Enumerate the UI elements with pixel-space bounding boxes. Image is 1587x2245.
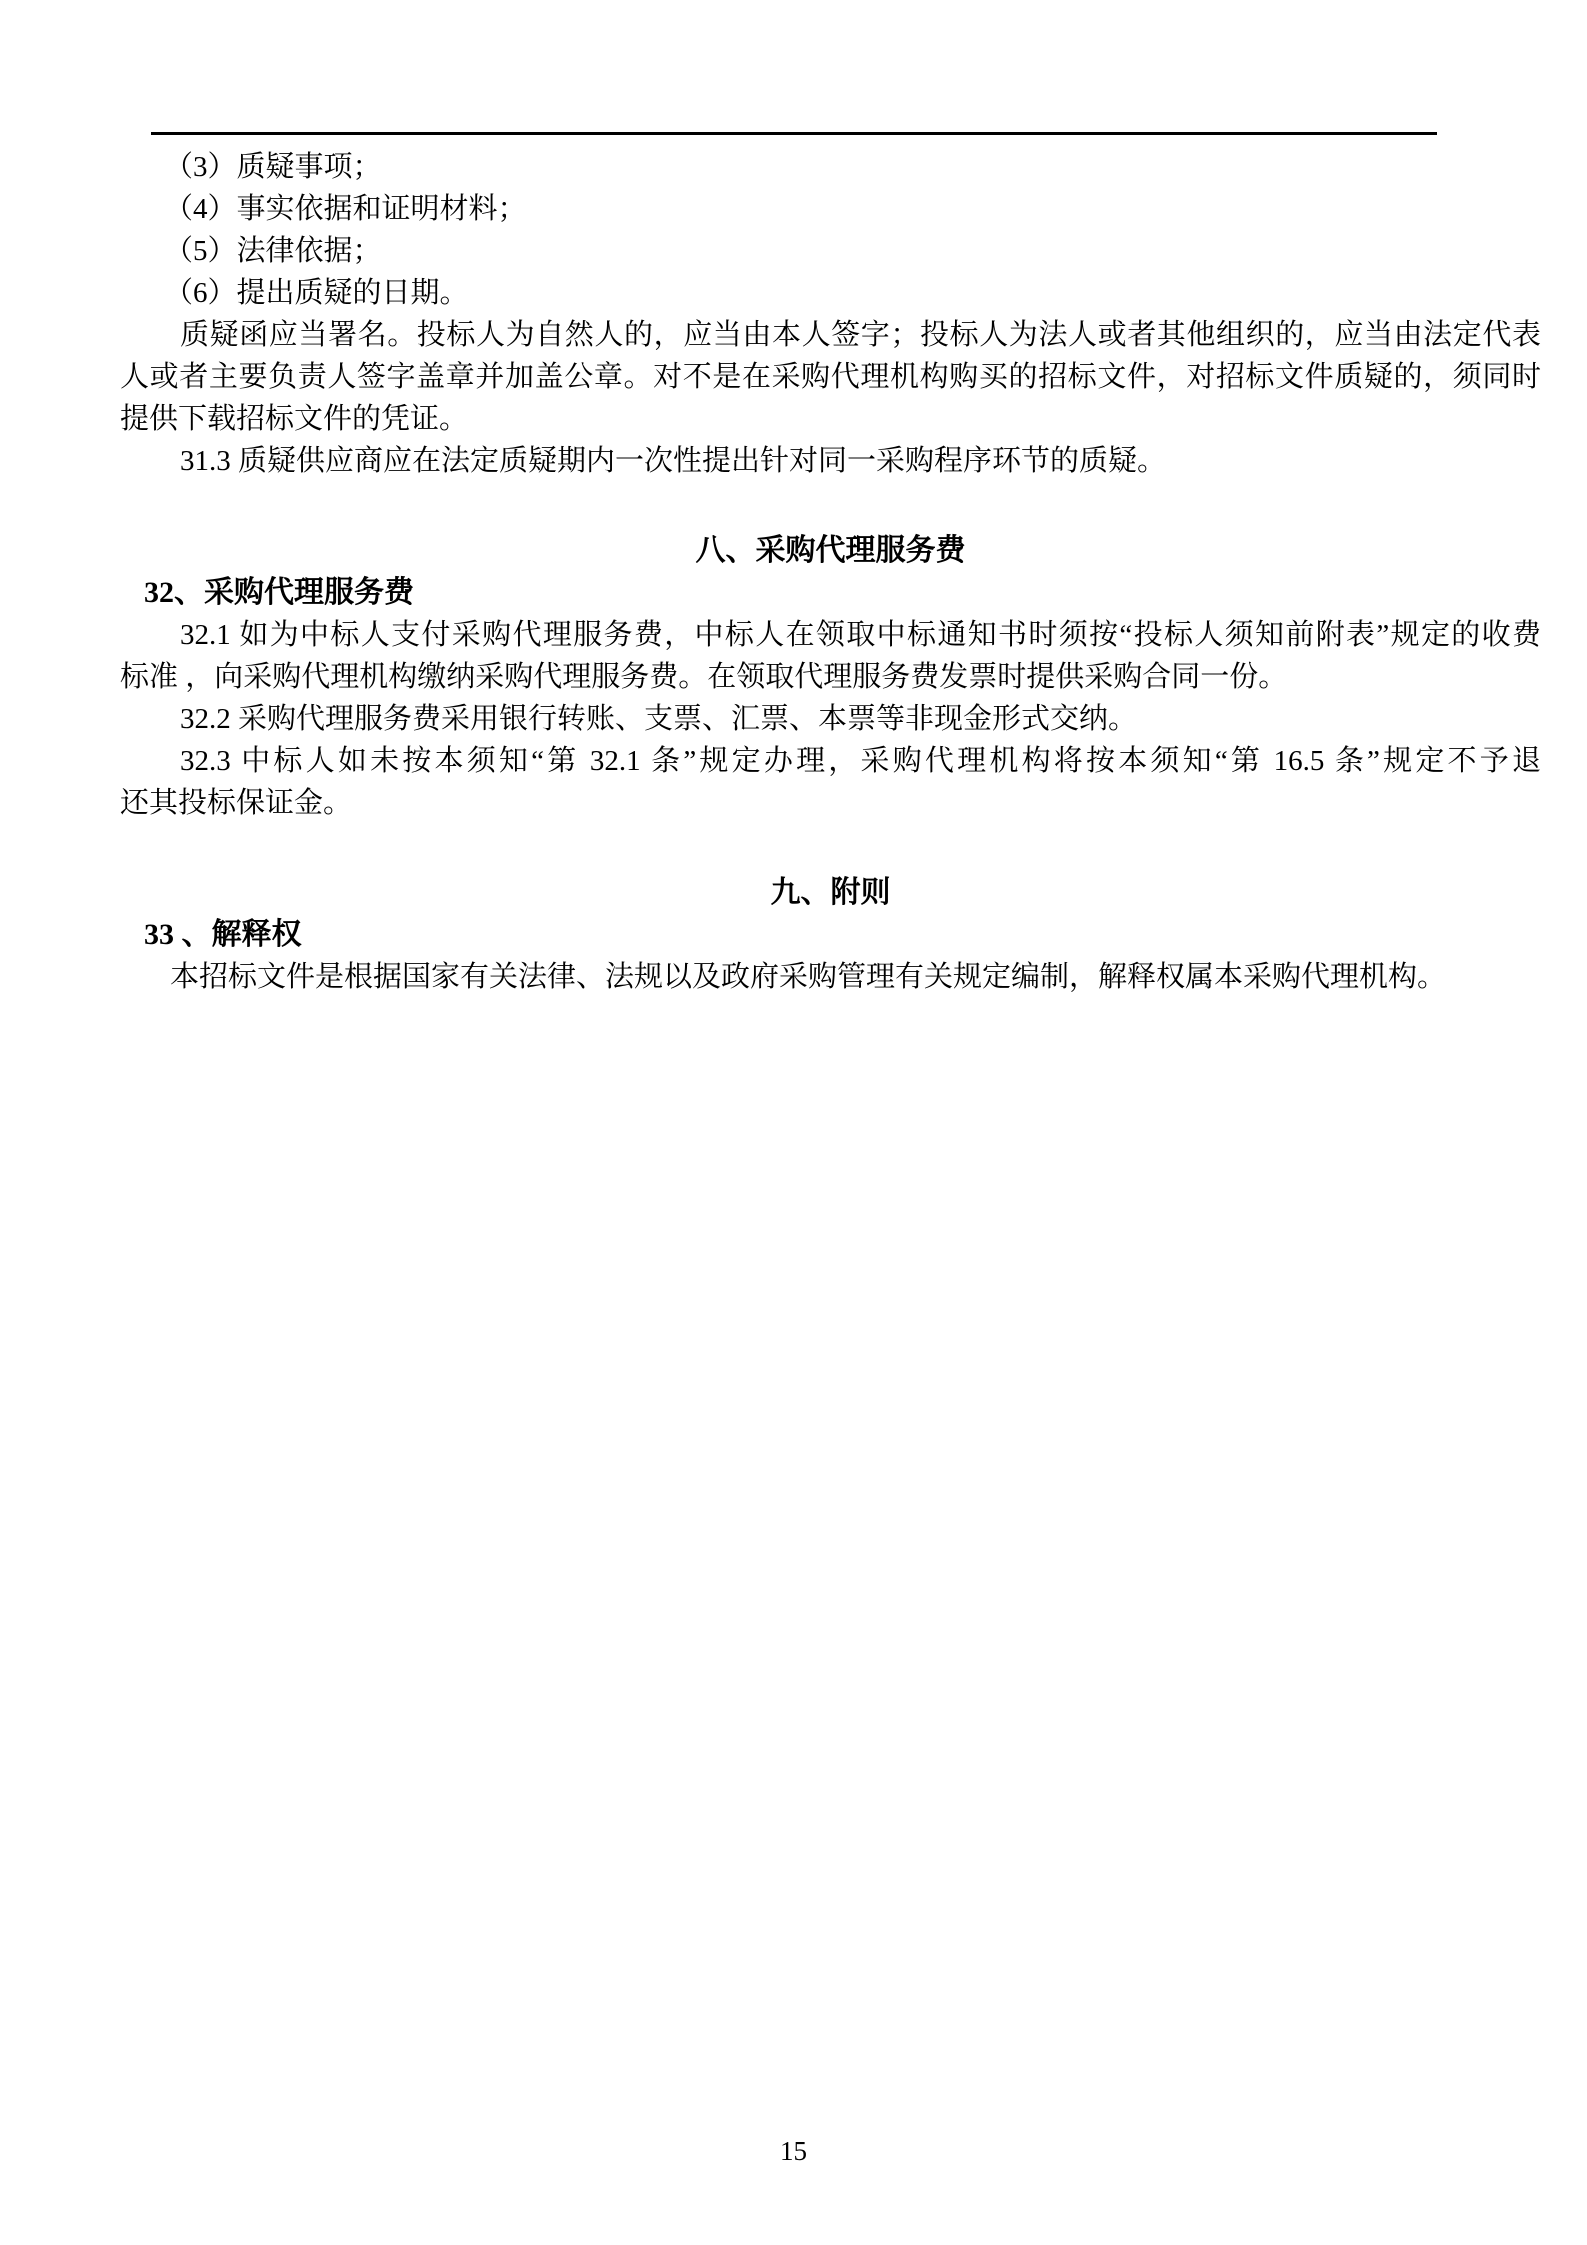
clause-31-3: 31.3 质疑供应商应在法定质疑期内一次性提出针对同一采购程序环节的质疑。 [180,445,1167,477]
clause-32-2: 32.2 采购代理服务费采用银行转账、支票、汇票、本票等非现金形式交纳。 [180,703,1138,735]
blank-line [120,482,1541,524]
list-item-6: （6）提出质疑的日期。 [164,277,469,309]
list-item-5: （5）法律依据； [164,235,382,267]
list-item-4: （4）事实依据和证明材料； [164,193,527,225]
paragraph-sign-line: 提供下载招标文件的凭证。 [120,403,469,435]
section-9-title: 九、附则 [770,876,891,909]
section-8-title: 八、采购代理服务费 [695,534,966,567]
clause-32-3-line: 还其投标保证金。 [120,787,353,819]
list-item-3: （3）质疑事项； [164,151,382,183]
blank-line [120,824,1541,866]
clause-32-1-line: 标准 ，向采购代理机构缴纳采购代理服务费。在领取代理服务费发票时提供采购合同一份。 [120,661,1288,693]
paragraph-sign-line: 人或者主要负责人签字盖章并加盖公章。对不是在采购代理机构购买的招标文件，对招标文件质疑的，须同时 [120,361,1541,393]
clause-32-1-line: 32.1 如为中标人支付采购代理服务费，中标人在领取中标通知书时须按“投标人须知前附表”规定的收费 [180,619,1541,651]
clause-32-heading: 32、采购代理服务费 [144,576,414,609]
clause-32-3-line: 32.3 中标人如未按本须知“第 32.1 条”规定办理，采购代理机构将按本须知“第 16.5 条”规定不予退 [180,745,1541,777]
clause-33-heading: 33 、解释权 [144,918,302,951]
header-rule [151,132,1437,135]
clause-33-body: 本招标文件是根据国家有关法律、法规以及政府采购管理有关规定编制，解释权属本采购代理机构。 [170,961,1447,993]
paragraph-sign-line: 质疑函应当署名。投标人为自然人的，应当由本人签字；投标人为法人或者其他组织的，应当由法定代表 [180,319,1541,351]
page-content [120,146,1541,998]
page-number: 15 [780,2136,807,2166]
